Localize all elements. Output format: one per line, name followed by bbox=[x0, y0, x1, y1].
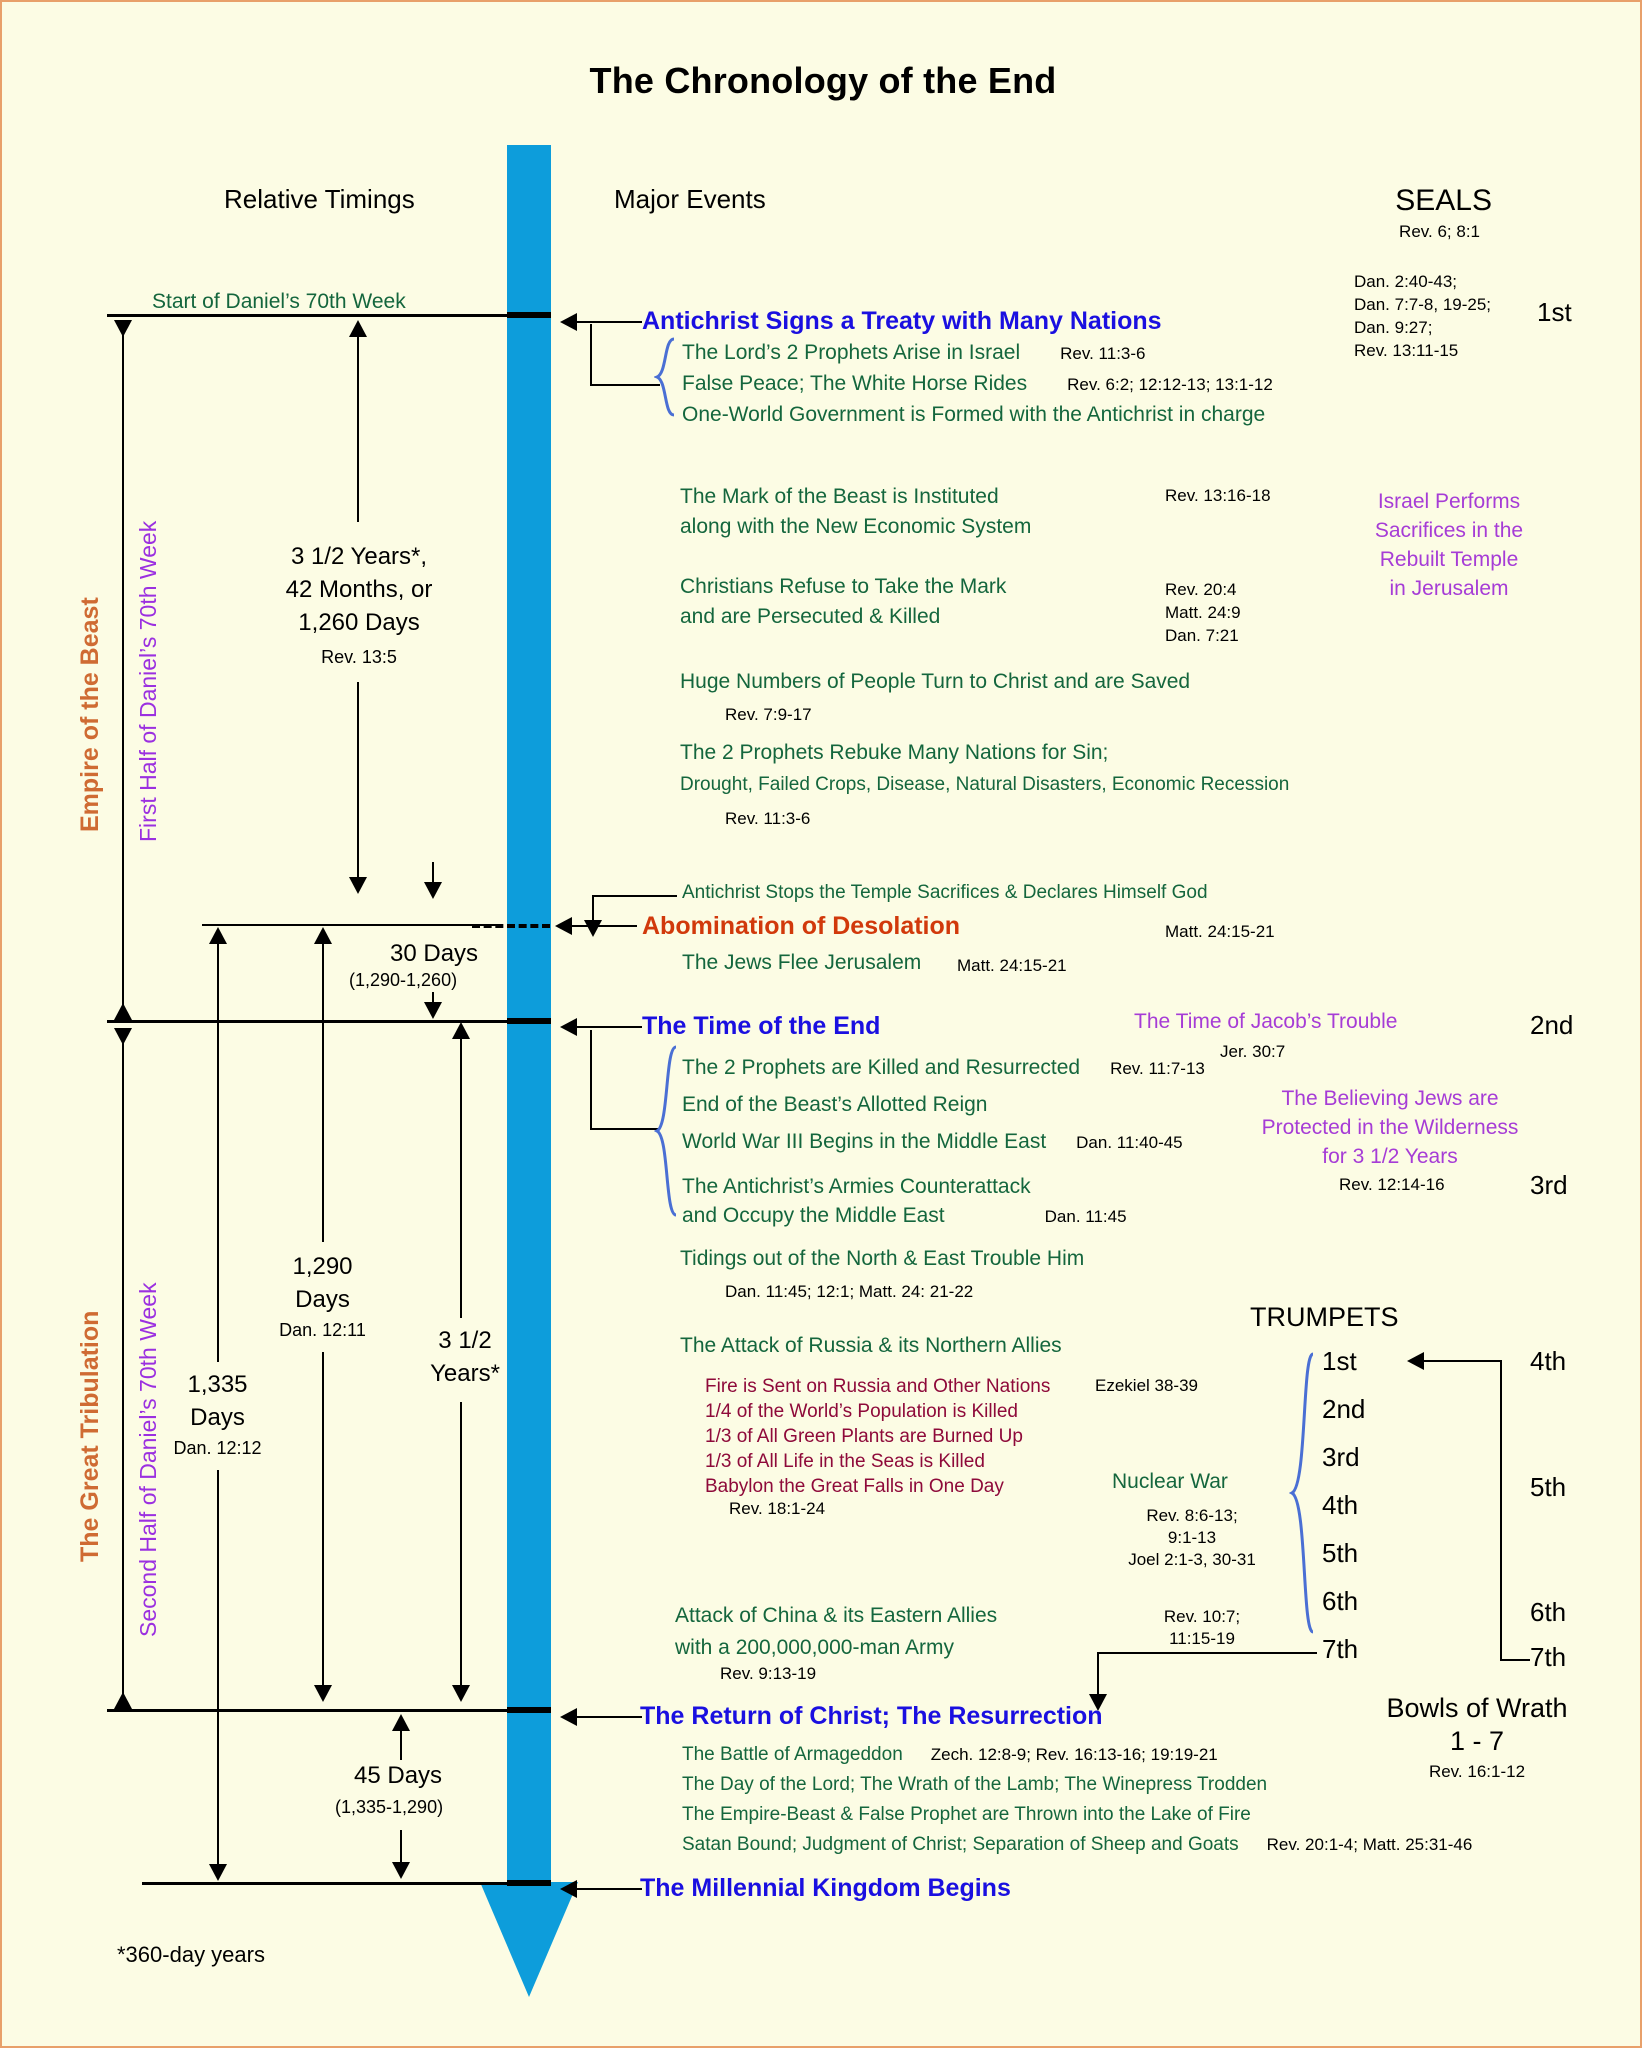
trumpet-6: 6th bbox=[1322, 1586, 1359, 1616]
meas-1260-line3: 1,260 Days bbox=[298, 609, 420, 636]
milestone-tick-start bbox=[507, 312, 551, 318]
group2-item-text: World War III Begins in the Middle East bbox=[682, 1130, 1047, 1153]
milestone-time-of-end: The Time of the End bbox=[642, 1012, 881, 1040]
milestone-rule-millennial bbox=[142, 1882, 507, 1885]
group3-item-text: The Day of the Lord; The Wrath of the Lamb; The Winepress Trodden bbox=[682, 1774, 1268, 1795]
christians-ref-3: Dan. 7:21 bbox=[1165, 626, 1239, 645]
russia-item: 1/3 of All Life in the Seas is Killed bbox=[705, 1451, 985, 1472]
meas-35y-line1: 3 1/2 bbox=[438, 1327, 492, 1354]
bowls-ref: Rev. 16:1-12 bbox=[1428, 1762, 1526, 1781]
group3-item-text: Satan Bound; Judgment of Christ; Separation of Sheep and Goats bbox=[682, 1834, 1239, 1855]
time-end-connector bbox=[577, 1026, 642, 1028]
milestone-rule-return bbox=[107, 1709, 507, 1712]
side-label-empire-of-the-beast: Empire of the Beast bbox=[76, 597, 104, 832]
side-label-great-tribulation: The Great Tribulation bbox=[76, 1310, 104, 1562]
nuclear-ref-3: Joel 2:1-3, 30-31 bbox=[1128, 1550, 1256, 1569]
seal-ref-line: Dan. 9:27; bbox=[1354, 318, 1433, 337]
israel-line-4: in Jerusalem bbox=[1389, 577, 1509, 600]
group2-item-text: The 2 Prophets are Killed and Resurrected bbox=[682, 1056, 1081, 1079]
meas-30day-sub: (1,290-1,260) bbox=[349, 970, 458, 990]
abomination-ref: Matt. 24:15-21 bbox=[1165, 922, 1275, 941]
seal-5-label: 5th bbox=[1530, 1472, 1567, 1502]
nuclear-refs bbox=[1077, 1505, 1307, 1571]
header-major-events: Major Events bbox=[614, 184, 766, 214]
abom-lead-arrowhead bbox=[584, 920, 602, 937]
header-seals: SEALS bbox=[1395, 184, 1492, 217]
china-side-ref-2: 11:15-19 bbox=[1169, 1629, 1235, 1648]
seal-4-label: 4th bbox=[1530, 1346, 1567, 1376]
meas-45day-line-upper bbox=[400, 1720, 402, 1760]
nuclear-ref-1: Rev. 8:6-13; bbox=[1146, 1506, 1238, 1525]
meas-1290-label bbox=[240, 1250, 405, 1316]
meas-30day-arrow-bottom bbox=[424, 1002, 442, 1019]
seal-1-refs bbox=[1354, 270, 1491, 362]
tidings-ref: Dan. 11:45; 12:1; Matt. 24: 21-22 bbox=[725, 1282, 974, 1301]
abom-connector bbox=[572, 925, 637, 927]
believing-jews-line-2: Protected in the Wilderness bbox=[1261, 1116, 1519, 1139]
trumpet-5: 5th bbox=[1322, 1538, 1359, 1568]
meas-1290-line1: 1,290 bbox=[292, 1253, 353, 1280]
group1-item-text: The Lord’s 2 Prophets Arise in Israel bbox=[682, 341, 1021, 364]
trumpet-7: 7th bbox=[1322, 1634, 1359, 1664]
israel-sacrifices-block bbox=[1334, 487, 1564, 603]
group3-item-ref: Rev. 20:1-4; Matt. 25:31-46 bbox=[1266, 1835, 1473, 1854]
group1-curly-brace bbox=[654, 337, 676, 417]
israel-line-3: Rebuilt Temple bbox=[1379, 548, 1519, 571]
rebuke-detail: Drought, Failed Crops, Disease, Natural Disasters, Economic Recession bbox=[680, 774, 1290, 795]
milestone-treaty: Antichrist Signs a Treaty with Many Nations bbox=[642, 307, 1162, 335]
meas-1335-arrow-bottom bbox=[209, 1864, 227, 1881]
russia-items bbox=[705, 1374, 1050, 1499]
russia-ref: Rev. 18:1-24 bbox=[729, 1499, 826, 1518]
seal7-to-trumpet1-arrowhead bbox=[1407, 1352, 1424, 1370]
tidings-title: Tidings out of the North & East Trouble Him bbox=[680, 1247, 1085, 1270]
china-ref: Rev. 9:13-19 bbox=[720, 1664, 817, 1683]
meas-1290-line-upper bbox=[322, 932, 324, 1242]
believing-jews-line-1: The Believing Jews are bbox=[1281, 1087, 1499, 1110]
china-side-refs bbox=[1132, 1606, 1272, 1650]
meas-30day-top-rule bbox=[342, 924, 502, 926]
mark-of-beast-block bbox=[680, 482, 1031, 542]
rebuke-ref: Rev. 11:3-6 bbox=[725, 809, 811, 828]
meas-1260-line-lower bbox=[357, 682, 359, 882]
seals-reference: Rev. 6; 8:1 bbox=[1399, 222, 1480, 241]
trumpet-1: 1st bbox=[1322, 1346, 1357, 1376]
seal7-riser bbox=[1500, 1360, 1502, 1660]
seal-6-label: 6th bbox=[1530, 1597, 1567, 1627]
treaty-arrowhead bbox=[560, 313, 577, 331]
treaty-connector bbox=[577, 321, 642, 323]
meas-1290-arrow-bottom bbox=[314, 1685, 332, 1702]
trumpets-curly-brace bbox=[1289, 1352, 1315, 1634]
meas-30day-line-top bbox=[432, 862, 434, 886]
china-line-1: Attack of China & its Eastern Allies bbox=[675, 1604, 998, 1627]
group2-item-ref: Dan. 11:40-45 bbox=[1076, 1133, 1183, 1152]
group1-list bbox=[682, 338, 1273, 431]
group3-item-text: The Battle of Armageddon bbox=[682, 1744, 903, 1765]
believing-jews-ref: Rev. 12:14-16 bbox=[1339, 1175, 1445, 1194]
millennial-arrowhead bbox=[560, 1880, 577, 1898]
start-of-week-label: Start of Daniel’s 70th Week bbox=[152, 290, 406, 313]
group1-bracket-stem bbox=[590, 324, 592, 386]
china-side-ref-1: Rev. 10:7; bbox=[1163, 1607, 1241, 1626]
china-line-2: with a 200,000,000-man Army bbox=[675, 1636, 954, 1659]
group3-list bbox=[682, 1740, 1472, 1860]
trumpet-2: 2nd bbox=[1322, 1394, 1366, 1424]
seal-1-label: 1st bbox=[1537, 297, 1572, 327]
israel-line-2: Sacrifices in the bbox=[1374, 519, 1524, 542]
header-trumpets: TRUMPETS bbox=[1250, 1302, 1399, 1332]
group1-bracket-arm bbox=[590, 384, 660, 386]
group2-item-ref: Rev. 11:7-13 bbox=[1110, 1059, 1205, 1078]
meas-35y-line-upper bbox=[460, 1028, 462, 1318]
nuclear-ref-2: 9:1-13 bbox=[1167, 1528, 1217, 1547]
time-end-arrowhead bbox=[560, 1018, 577, 1036]
saved-ref: Rev. 7:9-17 bbox=[725, 705, 812, 724]
group1-item-ref: Rev. 6:2; 12:12-13; 13:1-12 bbox=[1067, 375, 1273, 394]
meas-1260-line2: 42 Months, or bbox=[285, 576, 433, 603]
abom-lead-line bbox=[592, 895, 677, 897]
milestone-tick-return bbox=[507, 1707, 551, 1713]
group2-item-text: and Occupy the Middle East bbox=[682, 1204, 945, 1227]
christians-refs bbox=[1165, 578, 1241, 647]
rebuke-title: The 2 Prophets Rebuke Many Nations for Sin; bbox=[680, 741, 1109, 764]
jews-flee-ref: Matt. 24:15-21 bbox=[957, 956, 1067, 975]
millennial-connector bbox=[577, 1888, 642, 1890]
trumpet-3: 3rd bbox=[1322, 1442, 1360, 1472]
timeline-arrowhead bbox=[480, 1882, 578, 1997]
abom-arrowhead bbox=[555, 917, 572, 935]
milestone-millennial: The Millennial Kingdom Begins bbox=[640, 1874, 1011, 1902]
group1-item-text: False Peace; The White Horse Rides bbox=[682, 372, 1028, 395]
meas-1335-line-lower bbox=[217, 1470, 219, 1875]
meas-firsthalf-arrow-bottom bbox=[114, 1003, 132, 1020]
header-relative-timings: Relative Timings bbox=[224, 184, 415, 214]
trumpet7-line bbox=[1097, 1652, 1317, 1654]
meas-1335-line-upper bbox=[217, 932, 219, 1362]
meas-45day-label: 45 Days bbox=[354, 1762, 443, 1789]
meas-1290-ref: Dan. 12:11 bbox=[279, 1320, 366, 1340]
milestone-tick-millennial bbox=[507, 1880, 551, 1886]
meas-tribulation-line bbox=[122, 1028, 124, 1698]
group3-item-text: The Empire-Beast & False Prophet are Thrown into the Lake of Fire bbox=[682, 1804, 1251, 1825]
group2-item-text: The Antichrist’s Armies Counterattack bbox=[682, 1175, 1031, 1198]
trumpet-4: 4th bbox=[1322, 1490, 1359, 1520]
seal-7-label: 7th bbox=[1530, 1642, 1567, 1672]
meas-1335-line2: Days bbox=[190, 1404, 245, 1431]
meas-firsthalf-line bbox=[122, 320, 124, 1010]
seal-3-label: 3rd bbox=[1530, 1170, 1568, 1200]
meas-1290-line2: Days bbox=[295, 1286, 350, 1313]
side-label-second-half: Second Half of Daniel’s 70th Week bbox=[135, 1282, 161, 1637]
bowls-block bbox=[1332, 1692, 1622, 1758]
seal-ref-line: Dan. 2:40-43; bbox=[1354, 272, 1458, 291]
russia-title: The Attack of Russia & its Northern Allies bbox=[680, 1334, 1062, 1357]
meas-1335-line1: 1,335 bbox=[187, 1371, 248, 1398]
group1-item-ref: Rev. 11:3-6 bbox=[1060, 344, 1146, 363]
return-connector bbox=[577, 1716, 642, 1718]
meas-30day-label: 30 Days bbox=[390, 940, 479, 967]
footnote: *360-day years bbox=[117, 1942, 265, 1967]
seal7-to-trumpet1-line bbox=[1424, 1360, 1502, 1362]
group2-list bbox=[682, 1050, 1205, 1235]
group2-item-ref: Dan. 11:45 bbox=[1044, 1207, 1127, 1226]
meas-35y-line2: Years* bbox=[430, 1360, 500, 1387]
seal-ref-line: Rev. 13:11-15 bbox=[1354, 341, 1459, 360]
meas-1260-arrow-bottom bbox=[349, 877, 367, 894]
russia-item: 1/3 of All Green Plants are Burned Up bbox=[705, 1426, 1023, 1447]
milestone-abomination: Abomination of Desolation bbox=[642, 912, 961, 940]
meas-1260-ref: Rev. 13:5 bbox=[321, 647, 397, 667]
christians-line-2: and are Persecuted & Killed bbox=[680, 605, 941, 628]
return-arrowhead bbox=[560, 1708, 577, 1726]
group3-item-ref: Zech. 12:8-9; Rev. 16:13-16; 19:19-21 bbox=[930, 1745, 1218, 1764]
abomination-lead: Antichrist Stops the Temple Sacrifices & Declares Himself God bbox=[682, 882, 1208, 903]
jews-flee-label: The Jews Flee Jerusalem bbox=[682, 951, 922, 974]
christians-ref-2: Matt. 24:9 bbox=[1165, 603, 1241, 622]
group1-item-text: One-World Government is Formed with the Antichrist in charge bbox=[682, 403, 1266, 426]
meas-35y-arrow-bottom bbox=[452, 1685, 470, 1702]
meas-1290-top-rule bbox=[202, 924, 342, 926]
christians-ref-1: Rev. 20:4 bbox=[1165, 580, 1237, 599]
russia-item: Babylon the Great Falls in One Day bbox=[705, 1476, 1004, 1497]
page-title: The Chronology of the End bbox=[589, 60, 1057, 101]
saved-title: Huge Numbers of People Turn to Christ and are Saved bbox=[680, 670, 1191, 693]
milestone-rule-start bbox=[107, 314, 507, 317]
china-block bbox=[675, 1600, 997, 1664]
meas-1290-line-lower bbox=[322, 1352, 324, 1692]
believing-jews-block bbox=[1260, 1084, 1520, 1171]
meas-1335-ref: Dan. 12:12 bbox=[173, 1438, 262, 1458]
mark-of-beast-ref: Rev. 13:16-18 bbox=[1165, 486, 1271, 505]
jacobs-trouble-ref: Jer. 30:7 bbox=[1220, 1042, 1286, 1061]
mark-line-2: along with the New Economic System bbox=[680, 515, 1032, 538]
russia-item: Fire is Sent on Russia and Other Nations bbox=[705, 1376, 1051, 1397]
group2-curly-brace bbox=[654, 1045, 678, 1217]
meas-45day-arrow-bottom bbox=[392, 1862, 410, 1879]
side-label-first-half: First Half of Daniel’s 70th Week bbox=[135, 520, 161, 842]
christians-block bbox=[680, 572, 1006, 632]
seal-ref-line: Dan. 7:7-8, 19-25; bbox=[1354, 295, 1492, 314]
israel-line-1: Israel Performs bbox=[1377, 490, 1521, 513]
meas-1260-line1: 3 1/2 Years*, bbox=[290, 543, 428, 570]
milestone-tick-end bbox=[507, 1018, 551, 1024]
mark-line-1: The Mark of the Beast is Instituted bbox=[680, 485, 999, 508]
ezekiel-ref: Ezekiel 38-39 bbox=[1095, 1376, 1199, 1395]
seal7-stub bbox=[1500, 1659, 1530, 1661]
jacobs-trouble-title: The Time of Jacob’s Trouble bbox=[1134, 1010, 1398, 1033]
christians-line-1: Christians Refuse to Take the Mark bbox=[680, 575, 1007, 598]
meas-tribulation-arrow-bottom bbox=[114, 1692, 132, 1709]
milestone-return-of-christ: The Return of Christ; The Resurrection bbox=[640, 1702, 1103, 1730]
group2-bracket-arm bbox=[590, 1128, 660, 1130]
believing-jews-line-3: for 3 1/2 Years bbox=[1322, 1145, 1458, 1168]
meas-35y-line-lower bbox=[460, 1402, 462, 1692]
bowls-title: Bowls of Wrath bbox=[1386, 1693, 1568, 1723]
group2-item-text: End of the Beast’s Allotted Reign bbox=[682, 1093, 988, 1116]
milestone-rule-end bbox=[107, 1020, 507, 1023]
seal-2-label: 2nd bbox=[1530, 1010, 1574, 1040]
meas-1260-line-upper bbox=[357, 322, 359, 522]
nuclear-war-title: Nuclear War bbox=[1112, 1470, 1228, 1493]
meas-1335-label bbox=[140, 1368, 295, 1434]
group2-bracket-stem bbox=[590, 1030, 592, 1130]
russia-item: 1/4 of the World’s Population is Killed bbox=[705, 1401, 1018, 1422]
meas-1260-label bbox=[244, 540, 474, 639]
bowls-range: 1 - 7 bbox=[1449, 1726, 1505, 1756]
meas-35y-label bbox=[390, 1324, 540, 1390]
meas-45day-sub: (1,335-1,290) bbox=[335, 1797, 444, 1817]
